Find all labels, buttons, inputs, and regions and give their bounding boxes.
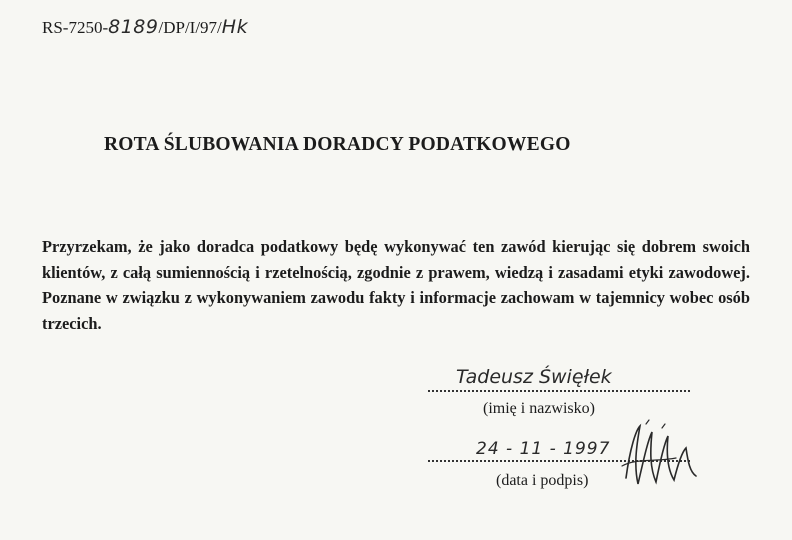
date-caption: (data i podpis) (496, 472, 589, 489)
reference-handwritten-number: 8189 (108, 16, 159, 38)
handwritten-date: 24 - 11 - 1997 (476, 439, 611, 459)
reference-middle: /DP/I/97/ (158, 18, 222, 37)
handwritten-name: Tadeusz Święłek (456, 366, 612, 388)
document-title: ROTA ŚLUBOWANIA DORADCY PODATKOWEGO (104, 134, 571, 155)
reference-number (42, 16, 248, 38)
name-signature-line (428, 362, 690, 392)
oath-text: Przyrzekam, że jako doradca podatkowy będę wykonywać ten zawód kierując się dobrem swoich klientów, z całą sumiennością i rzetelnością, zgodnie z prawem, wiedzą i zasadami etyki zawodowej. Poznane w związku z wykonywaniem zawodu fakty i informacje zachowam w tajemnicy wobec osób trzecich. (42, 237, 750, 333)
reference-handwritten-initials: Hk (221, 16, 249, 38)
name-caption: (imię i nazwisko) (483, 400, 595, 417)
handwritten-signature (616, 418, 706, 498)
reference-prefix: RS-7250- (42, 18, 109, 37)
